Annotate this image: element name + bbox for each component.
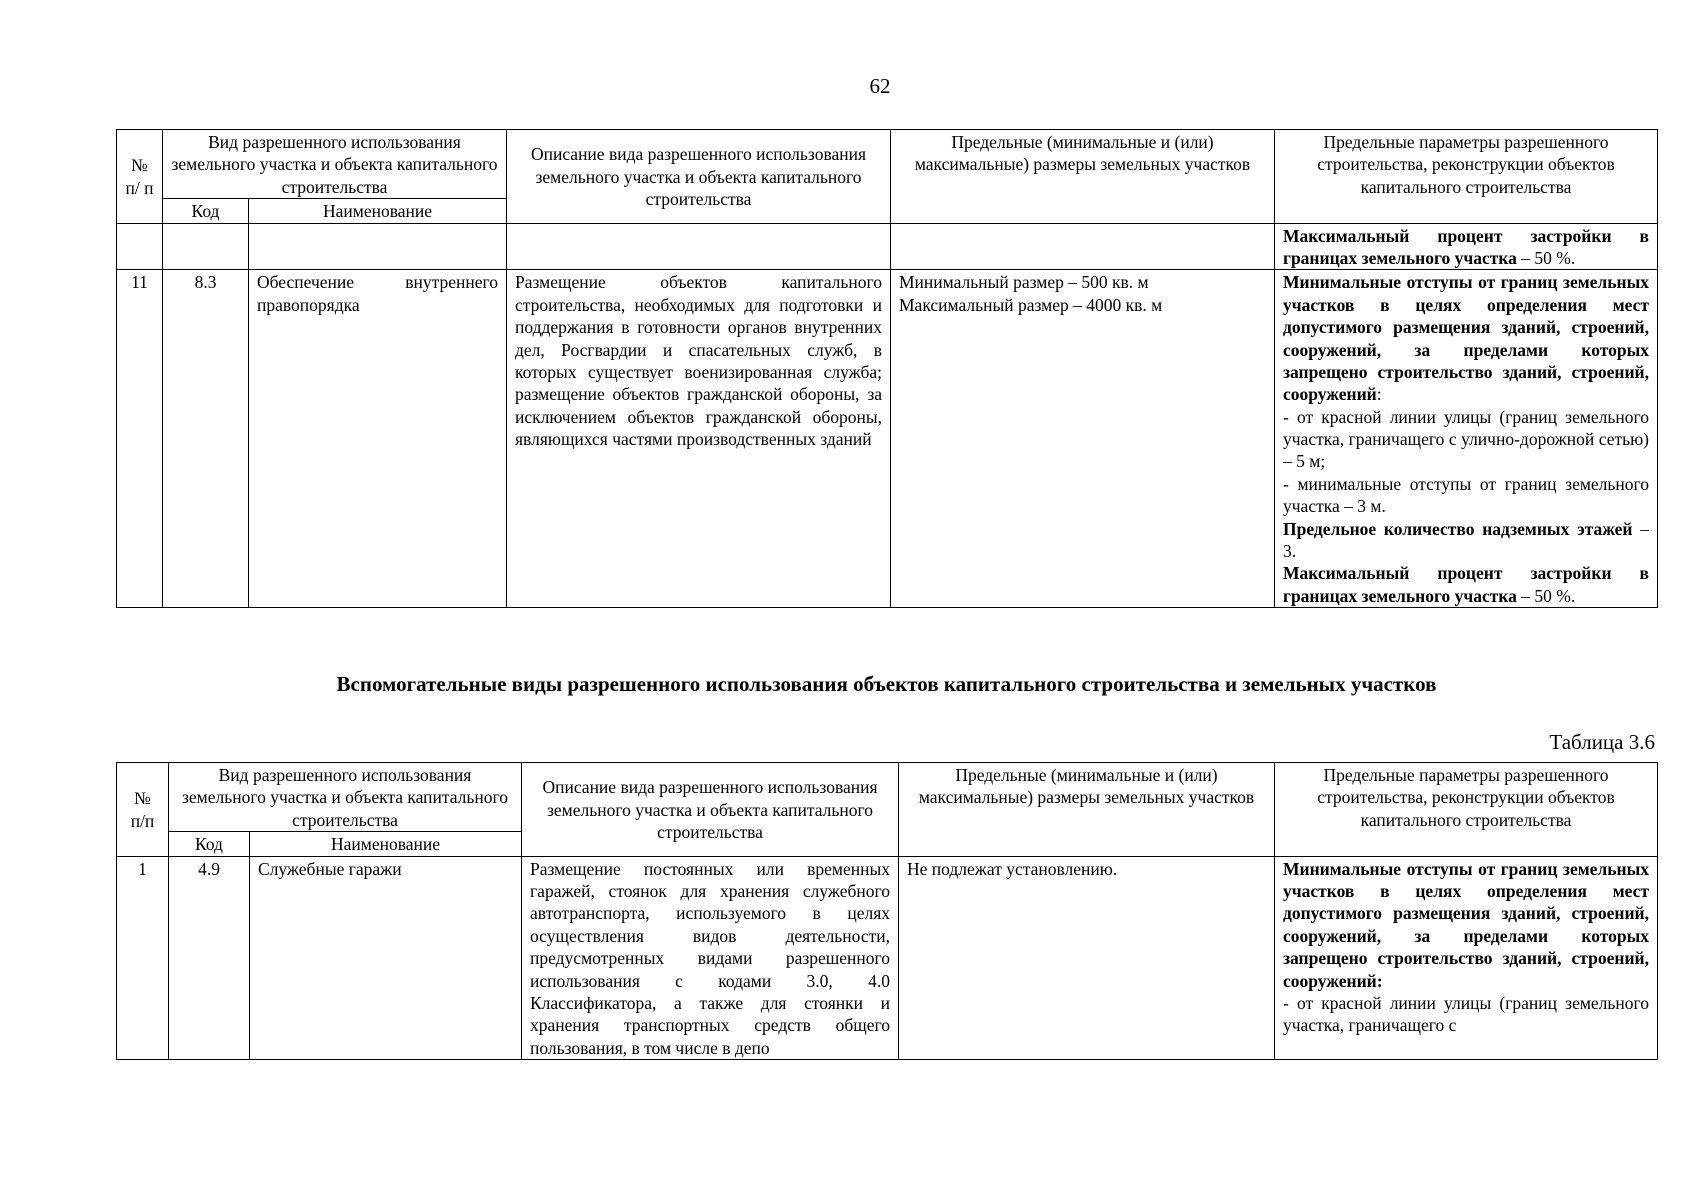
params-cell (1275, 856, 1658, 1060)
header-name: Наименование (250, 832, 522, 856)
params-cell (1275, 223, 1658, 270)
header-params: Предельные параметры разрешенного строительства, реконструкции объектов капитального строительства (1275, 763, 1658, 857)
params-text: - минимальные отступы от границ земельного участка – 3 м. (1283, 473, 1649, 517)
table-row (117, 270, 1658, 608)
row-kod: 8.3 (163, 270, 249, 608)
row-desc: Размещение объектов капитального строительства, необходимых для подготовки и поддержания в готовности органов внутренних дел, Росгвардии и спасательных служб, в которых существует военизированная служба; размещение объектов гражданской обороны, за исключением объектов гражданской обороны, являющихся частями производственных зданий (507, 270, 891, 608)
header-name: Наименование (249, 199, 507, 223)
header-num: № п/ п (117, 130, 163, 224)
params-text: – 50 %. (1516, 247, 1576, 268)
params-text: – 3. (1283, 518, 1650, 562)
header-sizes: Предельные (минимальные и (или) максимальные) размеры земельных участков (899, 763, 1275, 857)
section-heading: Вспомогательные виды разрешенного использования объектов капитального строительства и земельных участков (336, 672, 1437, 696)
row-name: Служебные гаражи (250, 856, 522, 1060)
size-max: Максимальный размер – 4000 кв. м (899, 294, 1163, 315)
header-kod: Код (163, 199, 249, 223)
size-min: Минимальный размер – 500 кв. м (899, 272, 1149, 293)
row-num: 1 (117, 856, 169, 1060)
header-vid: Вид разрешенного использования земельного участка и объекта капитального строительства (163, 130, 507, 199)
params-cell (1275, 270, 1658, 608)
table-caption: Таблица 3.6 (1549, 730, 1655, 754)
header-desc: Описание вида разрешенного использования земельного участка и объекта капитального строительства (507, 130, 891, 224)
table-row (117, 856, 1658, 1060)
params-bold: Максимальный процент застройки в границах земельного участка (1283, 563, 1649, 606)
table-auxiliary-uses (116, 762, 1658, 1060)
params-text: - от красной линии улицы (границ земельного участка, граничащего с (1283, 992, 1649, 1036)
header-kod: Код (169, 832, 250, 856)
row-desc: Размещение постоянных или временных гаражей, стоянок для хранения служебного автотранспорта, используемого в целях осуществления видов деятельности, предусмотренных видами разрешенного использования с кодами 3.0, 4.0 Классификатора, а также для стоянки и хранения транспортных средств общего пользования, в том числе в депо (522, 856, 899, 1060)
params-text: – 50 %. (1516, 585, 1576, 606)
params-bold: Максимальный процент застройки в границах земельного участка (1283, 225, 1649, 268)
header-vid: Вид разрешенного использования земельного участка и объекта капитального строительства (169, 763, 522, 832)
params-text: : (1376, 384, 1382, 405)
header-sizes: Предельные (минимальные и (или) максимальные) размеры земельных участков (891, 130, 1275, 224)
row-num: 11 (117, 270, 163, 608)
header-num: № п/п (117, 763, 169, 857)
header-desc: Описание вида разрешенного использования земельного участка и объекта капитального строительства (522, 763, 899, 857)
row-sizes: Не подлежат установлению. (899, 856, 1275, 1060)
params-bold: Минимальные отступы от границ земельных участков в целях определения мест допустимого размещения зданий, строений, сооружений, за пределами которых запрещено строительство зданий, строений, сооружений (1283, 272, 1649, 405)
row-name: Обеспечение внутреннего правопорядка (249, 270, 507, 608)
page-number: 62 (869, 74, 891, 98)
table-row (117, 223, 1658, 270)
params-text: - от красной линии улицы (границ земельного участка, граничащего с улично-дорожной сетью) – 5 м; (1283, 406, 1649, 472)
row-sizes (891, 270, 1275, 608)
row-kod: 4.9 (169, 856, 250, 1060)
table-main-uses (116, 129, 1658, 608)
params-bold: Минимальные отступы от границ земельных участков в целях определения мест допустимого размещения зданий, строений, сооружений, за пределами которых запрещено строительство зданий, строений, сооружений: (1283, 858, 1649, 991)
params-bold: Предельное количество надземных этажей (1283, 518, 1633, 539)
header-params: Предельные параметры разрешенного строительства, реконструкции объектов капитального строительства (1275, 130, 1658, 224)
